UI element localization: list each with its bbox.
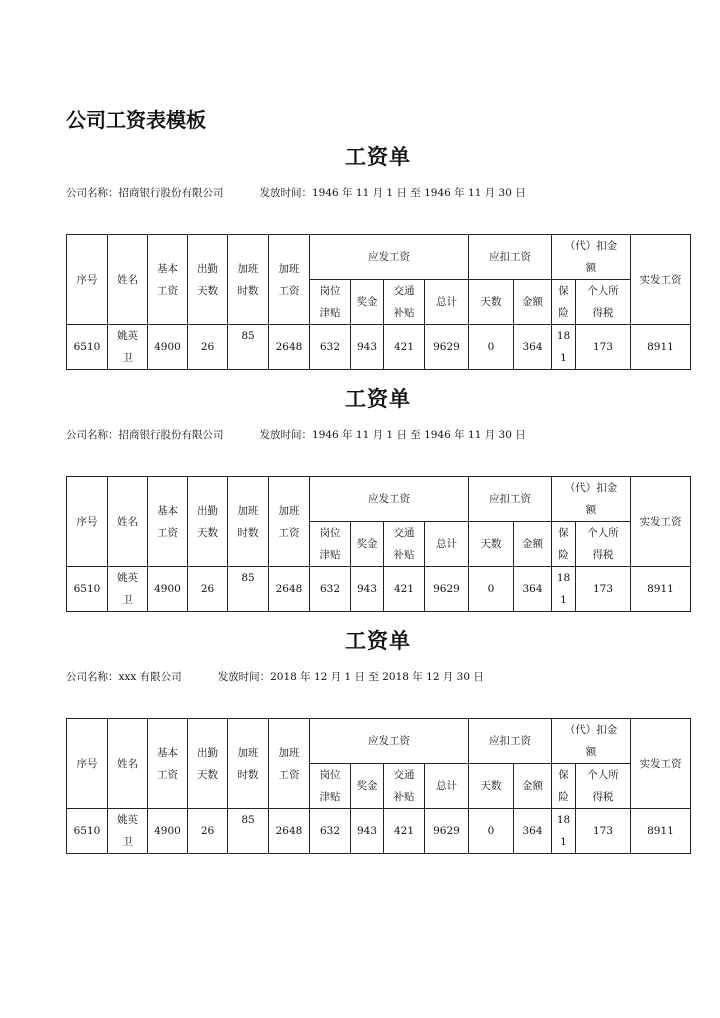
header-yingfa: 应发工资 [310,477,469,522]
header-geshui: 个人所 得税 [576,280,631,325]
header-yingkou: 应扣工资 [469,719,552,764]
header-gangwei: 岗位 津贴 [310,522,351,567]
header-zongji: 总计 [425,522,469,567]
header-jiaotong: 交通 补贴 [384,522,425,567]
payslip-1 [66,140,690,364]
cell-zongji: 9629 [425,809,469,854]
header-jine: 金额 [514,764,552,809]
header-jiaban-shi: 加班 时数 [228,719,269,809]
payslip-2 [66,382,690,606]
cell-gangwei: 632 [310,567,351,612]
cell-chuqin: 26 [188,567,228,612]
payslip-title: 工资单 [345,386,411,411]
header-geshui: 个人所 得税 [576,522,631,567]
pay-period: 发放时间：1946 年 11 月 1 日 至 1946 年 11 月 30 日 [259,187,526,199]
header-jiben: 基本 工资 [148,477,188,567]
cell-shifa: 8911 [631,567,691,612]
header-baoxian: 保 险 [552,522,576,567]
pay-period: 发放时间：1946 年 11 月 1 日 至 1946 年 11 月 30 日 [259,429,526,441]
cell-jiben: 4900 [148,809,188,854]
cell-gangwei: 632 [310,325,351,370]
cell-gangwei: 632 [310,809,351,854]
cell-zongji: 9629 [425,325,469,370]
cell-shifa: 8911 [631,809,691,854]
header-zongji: 总计 [425,280,469,325]
header-jiaban-gz: 加班 工资 [269,719,310,809]
payslip-title: 工资单 [345,628,411,653]
header-chuqin: 出勤 天数 [188,719,228,809]
header-tianshu: 天数 [469,522,514,567]
header-baoxian: 保 险 [552,764,576,809]
payslip-info [66,668,690,686]
payslip-title: 工资单 [345,144,411,169]
cell-chuqin: 26 [188,325,228,370]
header-daikou: （代）扣金 额 [552,477,631,522]
cell-xingming: 姚英 卫 [108,325,148,370]
cell-jiaotong: 421 [384,325,425,370]
payslip-table [66,476,691,612]
header-shifa: 实发工资 [631,235,691,325]
header-jiangjin: 奖金 [351,764,384,809]
table-row [67,325,691,370]
cell-jine: 364 [514,325,552,370]
header-gangwei: 岗位 津贴 [310,764,351,809]
company-name: 公司名称：xxx 有限公司 [66,671,182,683]
cell-jiaotong: 421 [384,567,425,612]
cell-geshui: 173 [576,325,631,370]
header-jiangjin: 奖金 [351,280,384,325]
cell-jine: 364 [514,567,552,612]
company-name: 公司名称：招商银行股份有限公司 [66,187,224,199]
table-header-row [67,235,691,280]
cell-xuhao: 6510 [67,567,108,612]
cell-jiaotong: 421 [384,809,425,854]
header-daikou: （代）扣金 额 [552,235,631,280]
header-daikou: （代）扣金 额 [552,719,631,764]
cell-jiben: 4900 [148,325,188,370]
cell-shifa: 8911 [631,325,691,370]
cell-xingming: 姚英 卫 [108,567,148,612]
payslip-info [66,184,690,202]
cell-jiaban-gz: 2648 [269,567,310,612]
table-row [67,567,691,612]
cell-baoxian: 18 1 [552,567,576,612]
cell-xingming: 姚英 卫 [108,809,148,854]
header-yingfa: 应发工资 [310,719,469,764]
header-zongji: 总计 [425,764,469,809]
header-xingming: 姓名 [108,235,148,325]
cell-geshui: 173 [576,809,631,854]
table-row [67,809,691,854]
cell-jiaban-shi: 85 [228,325,269,370]
pay-period: 发放时间：2018 年 12 月 1 日 至 2018 年 12 月 30 日 [217,671,484,683]
cell-baoxian: 18 1 [552,325,576,370]
header-shifa: 实发工资 [631,719,691,809]
cell-jiangjin: 943 [351,567,384,612]
header-xuhao: 序号 [67,477,108,567]
header-jiben: 基本 工资 [148,235,188,325]
cell-jine: 364 [514,809,552,854]
header-chuqin: 出勤 天数 [188,235,228,325]
header-jine: 金额 [514,522,552,567]
header-shifa: 实发工资 [631,477,691,567]
header-tianshu: 天数 [469,280,514,325]
header-xuhao: 序号 [67,719,108,809]
header-baoxian: 保 险 [552,280,576,325]
header-jiaban-gz: 加班 工资 [269,477,310,567]
header-xingming: 姓名 [108,477,148,567]
header-jiaotong: 交通 补贴 [384,280,425,325]
header-jiaban-gz: 加班 工资 [269,235,310,325]
cell-tianshu: 0 [469,567,514,612]
cell-baoxian: 18 1 [552,809,576,854]
cell-jiangjin: 943 [351,325,384,370]
table-header-row [67,477,691,522]
header-yingkou: 应扣工资 [469,235,552,280]
document-title: 公司工资表模板 [66,108,206,132]
header-jine: 金额 [514,280,552,325]
header-xingming: 姓名 [108,719,148,809]
cell-tianshu: 0 [469,809,514,854]
payslip-table [66,718,691,854]
header-yingkou: 应扣工资 [469,477,552,522]
cell-jiaban-gz: 2648 [269,325,310,370]
cell-jiangjin: 943 [351,809,384,854]
header-jiaban-shi: 加班 时数 [228,477,269,567]
header-xuhao: 序号 [67,235,108,325]
payslip-table [66,234,691,370]
table-header-row [67,719,691,764]
cell-xuhao: 6510 [67,809,108,854]
cell-xuhao: 6510 [67,325,108,370]
header-jiben: 基本 工资 [148,719,188,809]
cell-geshui: 173 [576,567,631,612]
header-jiaban-shi: 加班 时数 [228,235,269,325]
cell-zongji: 9629 [425,567,469,612]
header-geshui: 个人所 得税 [576,764,631,809]
header-jiaotong: 交通 补贴 [384,764,425,809]
cell-chuqin: 26 [188,809,228,854]
header-tianshu: 天数 [469,764,514,809]
header-yingfa: 应发工资 [310,235,469,280]
header-jiangjin: 奖金 [351,522,384,567]
cell-jiben: 4900 [148,567,188,612]
payslip-info [66,426,690,444]
cell-jiaban-gz: 2648 [269,809,310,854]
cell-jiaban-shi: 85 [228,809,269,854]
cell-tianshu: 0 [469,325,514,370]
company-name: 公司名称：招商银行股份有限公司 [66,429,224,441]
header-chuqin: 出勤 天数 [188,477,228,567]
header-gangwei: 岗位 津贴 [310,280,351,325]
payslip-3 [66,624,690,848]
cell-jiaban-shi: 85 [228,567,269,612]
